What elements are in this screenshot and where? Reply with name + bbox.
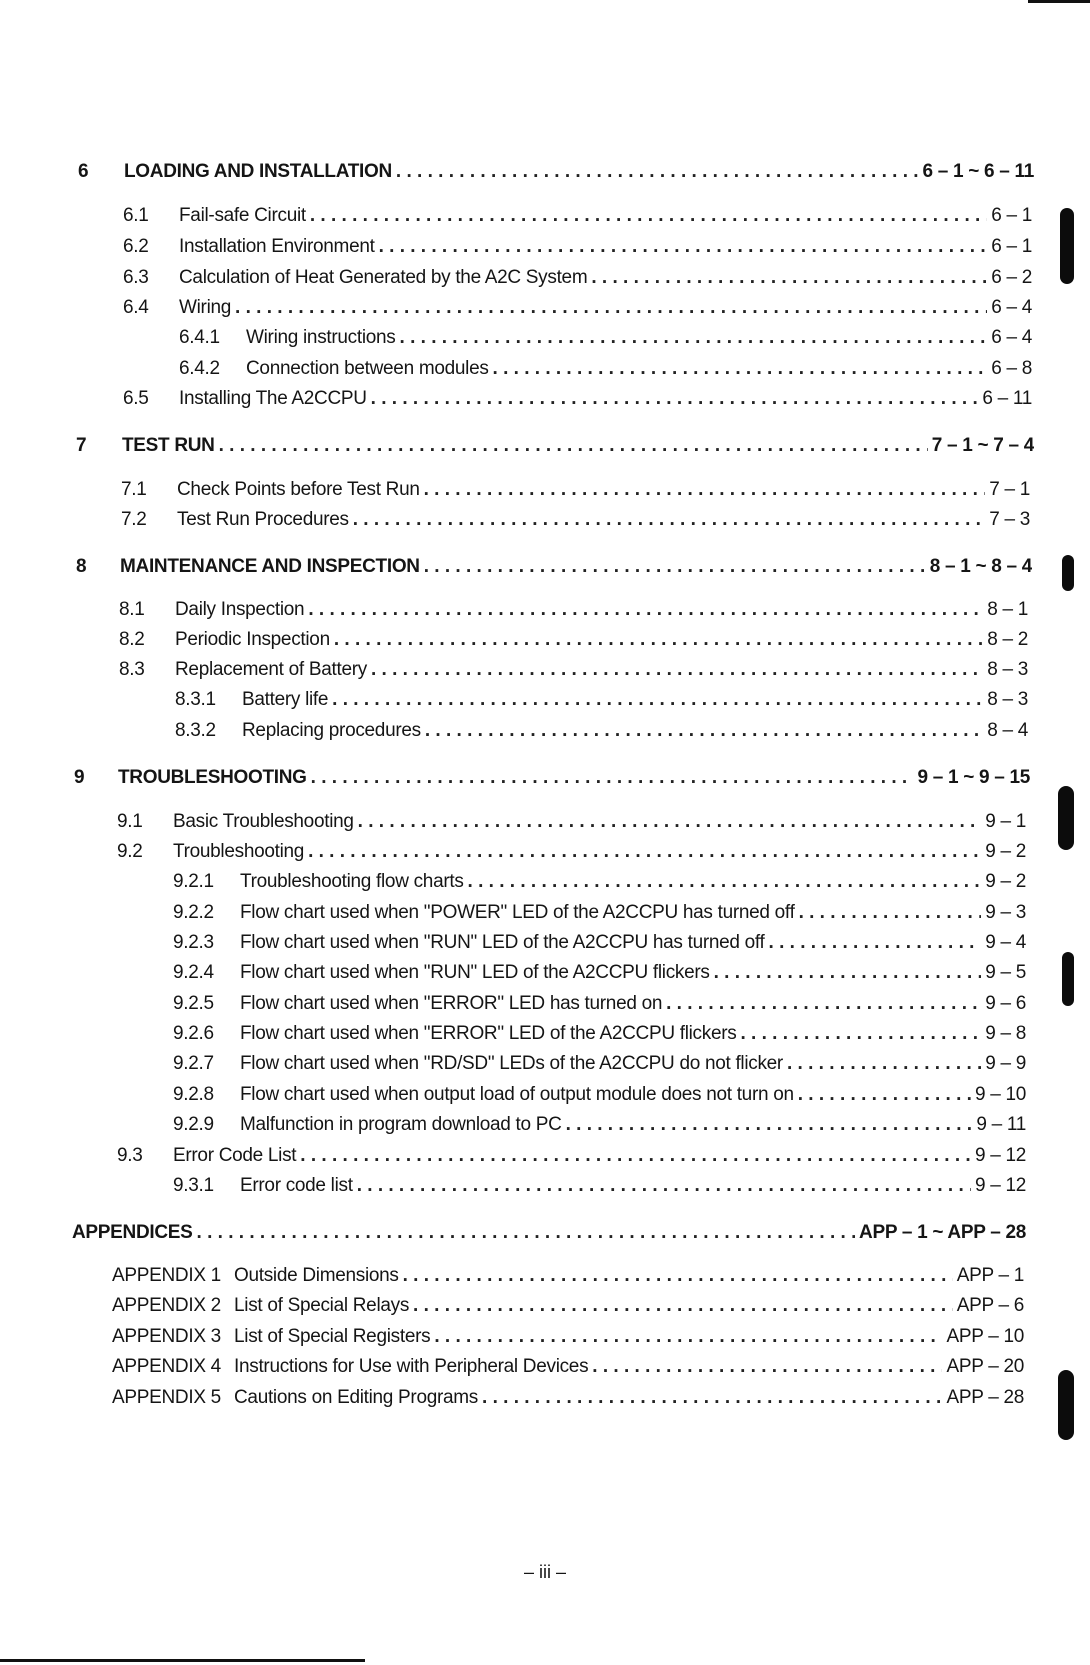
entry-number: 8.3.2 <box>175 720 216 741</box>
entry-number: 7.1 <box>121 479 147 500</box>
toc-section-entry <box>123 296 1032 320</box>
dot-leader <box>358 810 982 834</box>
entry-page-ref: APP – 10 <box>946 1326 1024 1347</box>
toc-section-entry <box>121 508 1030 532</box>
entry-title: Daily Inspection <box>175 599 305 620</box>
entry-page-ref: 6 – 8 <box>991 358 1032 379</box>
entry-title: Flow chart used when "POWER" LED of the A2CCPU has turned off <box>240 902 795 923</box>
entry-title: Troubleshooting <box>173 841 305 862</box>
binding-hole-mark <box>1062 952 1074 1006</box>
toc-subsection-entry <box>175 719 1028 743</box>
dot-leader <box>424 555 926 579</box>
toc-chapter-entry <box>76 555 1032 579</box>
dot-leader <box>371 387 979 411</box>
dot-leader <box>311 766 914 790</box>
entry-page-ref: APP – 28 <box>946 1387 1024 1408</box>
entry-number: 8 <box>76 556 87 577</box>
entry-title: Calculation of Heat Generated by the A2C System <box>179 267 588 288</box>
dot-leader <box>787 1052 981 1076</box>
entry-number: 9.2.5 <box>173 993 214 1014</box>
dot-leader <box>468 870 982 894</box>
toc-section-entry <box>117 810 1026 834</box>
toc-subsection-entry <box>173 870 1026 894</box>
dot-leader <box>714 961 982 985</box>
page-number: – iii – <box>523 1562 567 1582</box>
dot-leader <box>396 160 919 184</box>
entry-title: LOADING AND INSTALLATION <box>124 161 392 182</box>
toc-section-entry <box>123 266 1032 290</box>
bottom-edge-rule <box>0 1659 365 1662</box>
entry-title: Flow chart used when "RUN" LED of the A2CCPU flickers <box>240 962 710 983</box>
entry-title: Error Code List <box>173 1145 297 1166</box>
entry-title: MAINTENANCE AND INSPECTION <box>120 556 420 577</box>
entry-page-ref: 8 – 1 ~ 8 – 4 <box>929 556 1032 577</box>
entry-number: 9.2.2 <box>173 902 214 923</box>
binding-hole-mark <box>1058 1370 1074 1440</box>
dot-leader <box>332 688 983 712</box>
toc-subsection-entry <box>173 1083 1026 1107</box>
dot-leader <box>308 598 983 622</box>
dot-leader <box>379 235 988 259</box>
toc-section-entry <box>123 387 1032 411</box>
toc-subsection-entry <box>179 357 1032 381</box>
entry-page-ref: 6 – 4 <box>991 327 1032 348</box>
entry-title: Instructions for Use with Peripheral Devices <box>234 1356 589 1377</box>
entry-title: Fail-safe Circuit <box>179 205 306 226</box>
entry-title: APPENDICES <box>72 1222 193 1243</box>
toc-chapter-entry <box>72 1221 1026 1245</box>
entry-number: APPENDIX 2 <box>112 1295 221 1316</box>
dot-leader <box>308 840 981 864</box>
toc-section-entry <box>123 235 1032 259</box>
entry-page-ref: 8 – 3 <box>987 659 1028 680</box>
dot-leader <box>666 992 981 1016</box>
dot-leader <box>403 1264 953 1288</box>
toc-section-entry <box>112 1294 1024 1318</box>
entry-number: 8.2 <box>119 629 145 650</box>
entry-title: Flow chart used when "RD/SD" LEDs of the A2CCPU do not flicker <box>240 1053 783 1074</box>
entry-number: 6.1 <box>123 205 149 226</box>
entry-page-ref: 9 – 8 <box>985 1023 1026 1044</box>
entry-page-ref: 9 – 1 <box>985 811 1026 832</box>
toc-section-entry <box>121 478 1030 502</box>
dot-leader <box>300 1144 971 1168</box>
entry-title: Error code list <box>240 1175 353 1196</box>
dot-leader <box>424 478 986 502</box>
entry-page-ref: 6 – 2 <box>991 267 1032 288</box>
dot-leader <box>799 901 982 925</box>
entry-page-ref: 9 – 5 <box>985 962 1026 983</box>
entry-page-ref: 9 – 2 <box>985 841 1026 862</box>
toc-subsection-entry <box>173 1052 1026 1076</box>
entry-number: 6.3 <box>123 267 149 288</box>
dot-leader <box>197 1221 856 1245</box>
entry-title: List of Special Registers <box>234 1326 431 1347</box>
binding-hole-mark <box>1060 208 1074 284</box>
toc-section-entry <box>112 1264 1024 1288</box>
dot-leader <box>798 1083 971 1107</box>
toc-subsection-entry <box>173 931 1026 955</box>
entry-number: 9.3 <box>117 1145 143 1166</box>
entry-title: Basic Troubleshooting <box>173 811 354 832</box>
entry-number: 9.2.9 <box>173 1114 214 1135</box>
entry-number: 9.1 <box>117 811 143 832</box>
entry-page-ref: 9 – 12 <box>974 1175 1026 1196</box>
entry-page-ref: 8 – 3 <box>987 689 1028 710</box>
entry-title: Installation Environment <box>179 236 375 257</box>
dot-leader <box>566 1113 973 1137</box>
dot-leader <box>413 1294 953 1318</box>
entry-title: Outside Dimensions <box>234 1265 399 1286</box>
entry-page-ref: APP – 20 <box>946 1356 1024 1377</box>
dot-leader <box>482 1386 942 1410</box>
entry-number: APPENDIX 1 <box>112 1265 221 1286</box>
entry-number: 9 <box>74 767 85 788</box>
binding-hole-mark <box>1058 786 1074 850</box>
entry-number: APPENDIX 4 <box>112 1356 221 1377</box>
entry-number: APPENDIX 3 <box>112 1326 221 1347</box>
entry-title: Flow chart used when "ERROR" LED has turned on <box>240 993 663 1014</box>
entry-number: 6.4 <box>123 297 149 318</box>
entry-title: Check Points before Test Run <box>177 479 420 500</box>
entry-page-ref: 9 – 4 <box>985 932 1026 953</box>
entry-number: 6.4.1 <box>179 327 220 348</box>
entry-title: TEST RUN <box>122 435 215 456</box>
entry-number: 9.2 <box>117 841 143 862</box>
entry-number: 8.3.1 <box>175 689 216 710</box>
entry-number: 6.4.2 <box>179 358 220 379</box>
toc-subsection-entry <box>173 901 1026 925</box>
entry-page-ref: 8 – 2 <box>987 629 1028 650</box>
toc-subsection-entry <box>173 961 1026 985</box>
dot-leader <box>371 658 983 682</box>
entry-number: 9.2.8 <box>173 1084 214 1105</box>
dot-leader <box>334 628 983 652</box>
toc-section-entry <box>119 628 1028 652</box>
entry-title: Flow chart used when "ERROR" LED of the A2CCPU flickers <box>240 1023 737 1044</box>
entry-number: 9.3.1 <box>173 1175 214 1196</box>
dot-leader <box>219 434 928 458</box>
entry-number: 7.2 <box>121 509 147 530</box>
dot-leader <box>592 1355 942 1379</box>
entry-title: List of Special Relays <box>234 1295 410 1316</box>
entry-title: Malfunction in program download to PC <box>240 1114 562 1135</box>
toc-subsection-entry <box>173 1113 1026 1137</box>
toc-subsection-entry <box>173 1174 1026 1198</box>
entry-page-ref: 6 – 1 ~ 6 – 11 <box>922 161 1034 182</box>
entry-number: 9.2.3 <box>173 932 214 953</box>
entry-number: 8.1 <box>119 599 145 620</box>
entry-page-ref: 8 – 1 <box>987 599 1028 620</box>
entry-page-ref: 8 – 4 <box>987 720 1028 741</box>
entry-title: Cautions on Editing Programs <box>234 1387 479 1408</box>
entry-number: 7 <box>76 435 87 456</box>
entry-page-ref: 9 – 2 <box>985 871 1026 892</box>
entry-number: 6.5 <box>123 388 149 409</box>
toc-section-entry <box>119 598 1028 622</box>
entry-title: Installing The A2CCPU <box>179 388 367 409</box>
entry-number: 9.2.6 <box>173 1023 214 1044</box>
entry-title: Periodic Inspection <box>175 629 330 650</box>
toc-section-entry <box>119 658 1028 682</box>
toc-chapter-entry <box>76 434 1034 458</box>
entry-page-ref: 7 – 3 <box>989 509 1030 530</box>
entry-title: Troubleshooting flow charts <box>240 871 464 892</box>
dot-leader <box>235 296 987 320</box>
toc-section-entry <box>117 840 1026 864</box>
binding-hole-mark <box>1062 555 1074 591</box>
entry-title: Wiring <box>179 297 232 318</box>
dot-leader <box>357 1174 971 1198</box>
entry-number: 9.2.1 <box>173 871 214 892</box>
entry-page-ref: 7 – 1 <box>989 479 1030 500</box>
entry-page-ref: 6 – 1 <box>991 236 1032 257</box>
entry-page-ref: 7 – 1 ~ 7 – 4 <box>931 435 1034 456</box>
entry-number: 8.3 <box>119 659 145 680</box>
entry-page-ref: 9 – 9 <box>985 1053 1026 1074</box>
toc-section-entry <box>123 204 1032 228</box>
entry-number: 6 <box>78 161 89 182</box>
toc-chapter-entry <box>78 160 1034 184</box>
entry-number: 9.2.7 <box>173 1053 214 1074</box>
dot-leader <box>591 266 987 290</box>
entry-title: Connection between modules <box>246 358 489 379</box>
dot-leader <box>769 931 982 955</box>
entry-page-ref: 9 – 1 ~ 9 – 15 <box>917 767 1030 788</box>
toc-section-entry <box>112 1325 1024 1349</box>
dot-leader <box>353 508 986 532</box>
entry-page-ref: APP – 1 <box>956 1265 1024 1286</box>
dot-leader <box>740 1022 981 1046</box>
entry-page-ref: 9 – 12 <box>974 1145 1026 1166</box>
toc-subsection-entry <box>175 688 1028 712</box>
entry-page-ref: 9 – 6 <box>985 993 1026 1014</box>
toc-section-entry <box>117 1144 1026 1168</box>
dot-leader <box>310 204 987 228</box>
entry-number: 6.2 <box>123 236 149 257</box>
entry-page-ref: APP – 6 <box>956 1295 1024 1316</box>
entry-number: 9.2.4 <box>173 962 214 983</box>
toc-section-entry <box>112 1386 1024 1410</box>
toc-subsection-entry <box>179 326 1032 350</box>
dot-leader <box>425 719 983 743</box>
entry-page-ref: 9 – 11 <box>976 1114 1026 1135</box>
entry-title: Battery life <box>242 689 329 710</box>
entry-title: Test Run Procedures <box>177 509 349 530</box>
toc-section-entry <box>112 1355 1024 1379</box>
dot-leader <box>400 326 988 350</box>
entry-page-ref: 6 – 1 <box>991 205 1032 226</box>
entry-page-ref: 9 – 3 <box>985 902 1026 923</box>
entry-number: APPENDIX 5 <box>112 1387 221 1408</box>
dot-leader <box>493 357 988 381</box>
entry-page-ref: 6 – 4 <box>991 297 1032 318</box>
toc-subsection-entry <box>173 992 1026 1016</box>
entry-title: TROUBLESHOOTING <box>118 767 307 788</box>
entry-page-ref: 9 – 10 <box>974 1084 1026 1105</box>
entry-title: Wiring instructions <box>246 327 396 348</box>
entry-page-ref: 6 – 11 <box>982 388 1032 409</box>
entry-title: Replacement of Battery <box>175 659 367 680</box>
toc-chapter-entry <box>74 766 1030 790</box>
entry-title: Flow chart used when "RUN" LED of the A2CCPU has turned off <box>240 932 765 953</box>
entry-title: Flow chart used when output load of output module does not turn on <box>240 1084 794 1105</box>
entry-title: Replacing procedures <box>242 720 421 741</box>
dot-leader <box>434 1325 942 1349</box>
entry-page-ref: APP – 1 ~ APP – 28 <box>859 1222 1026 1243</box>
toc-subsection-entry <box>173 1022 1026 1046</box>
